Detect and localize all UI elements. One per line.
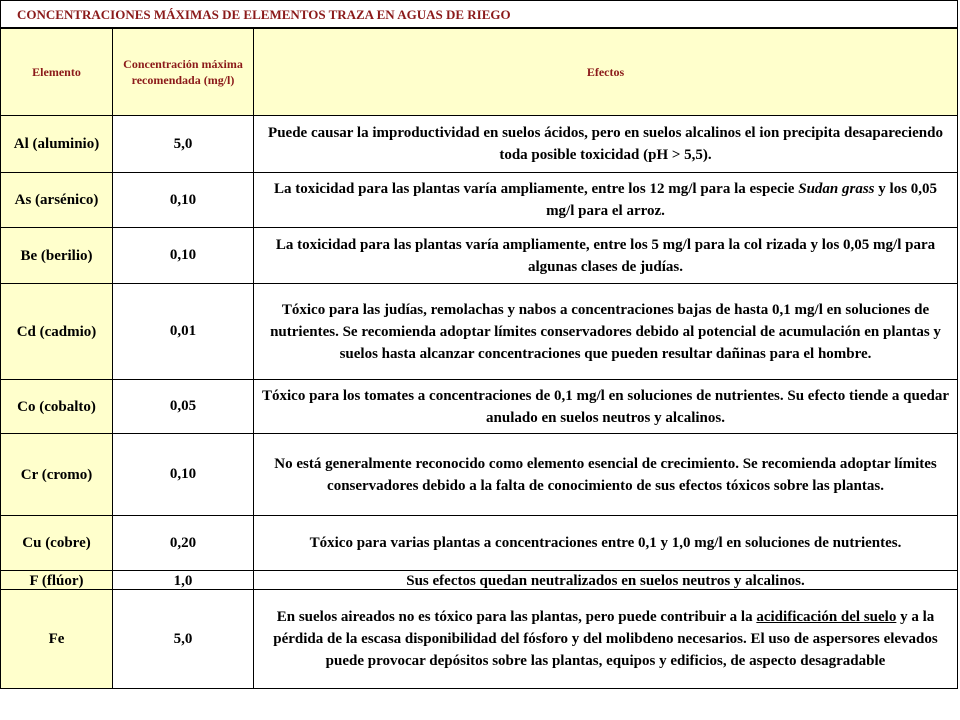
header-concentration: Concentración máxima recomendada (mg/l) (113, 29, 254, 116)
concentration-cell: 1,0 (113, 571, 254, 590)
concentration-cell: 5,0 (113, 116, 254, 173)
effects-cell: Tóxico para varias plantas a concentraciones entre 0,1 y 1,0 mg/l en soluciones de nutrientes. (254, 516, 958, 571)
concentration-cell: 0,10 (113, 434, 254, 516)
concentration-cell: 0,10 (113, 173, 254, 228)
effects-text: En suelos aireados no es tóxico para las plantas, pero puede contribuir a la (276, 609, 757, 625)
table-row (1, 228, 958, 284)
table-row (1, 284, 958, 380)
effects-cell: Tóxico para las judías, remolachas y nabos a concentraciones bajas de hasta 0,1 mg/l en soluciones de nutrientes. Se recomienda adoptar límites conservadores debido al potencial de acumulación en plantas y suelos hasta alcanzar concentraciones que pueden resultar dañinas para el hombre. (254, 284, 958, 380)
element-cell: Fe (1, 590, 113, 689)
element-cell: Be (berilio) (1, 228, 113, 284)
element-cell: Cu (cobre) (1, 516, 113, 571)
table-row (1, 571, 958, 590)
table-row (1, 116, 958, 173)
element-cell: As (arsénico) (1, 173, 113, 228)
concentration-cell: 0,01 (113, 284, 254, 380)
effects-cell: No está generalmente reconocido como elemento esencial de crecimiento. Se recomienda adoptar límites conservadores debido a la falta de conocimiento de sus efectos tóxicos sobre las plantas. (254, 434, 958, 516)
element-cell: F (flúor) (1, 571, 113, 590)
element-cell: Cr (cromo) (1, 434, 113, 516)
concentration-cell: 0,20 (113, 516, 254, 571)
table-row (1, 173, 958, 228)
element-cell: Cd (cadmio) (1, 284, 113, 380)
effects-text: y a la pérdida de la escasa disponibilidad del fósforo y del molibdeno necesarios. El uso de aspersores elevados puede provocar depósitos sobre las plantas, equipos y edificios, de aspecto desagradable (273, 609, 938, 669)
table-row (1, 434, 958, 516)
effects-cell: Puede causar la improductividad en suelos ácidos, pero en suelos alcalinos el ion precipita desapareciendo toda posible toxicidad (pH > 5,5). (254, 116, 958, 173)
table-row (1, 590, 958, 689)
effects-species-name: Sudan grass (798, 181, 875, 197)
header-element: Elemento (1, 29, 113, 116)
header-row (1, 29, 958, 116)
table-row (1, 380, 958, 434)
effects-text: La toxicidad para las plantas varía ampliamente, entre los 12 mg/l para la especie (273, 181, 799, 197)
concentration-cell: 0,10 (113, 228, 254, 284)
effects-cell: Sus efectos quedan neutralizados en suelos neutros y alcalinos. (254, 571, 958, 590)
effects-cell (254, 173, 958, 228)
trace-elements-table (0, 28, 958, 689)
element-cell: Co (cobalto) (1, 380, 113, 434)
table-row (1, 516, 958, 571)
concentration-cell: 5,0 (113, 590, 254, 689)
effects-text: y los 0,05 mg/l para el arroz. (546, 181, 938, 219)
effects-cell (254, 590, 958, 689)
effects-cell: La toxicidad para las plantas varía ampliamente, entre los 5 mg/l para la col rizada y los 0,05 mg/l para algunas clases de judías. (254, 228, 958, 284)
effects-cell: Tóxico para los tomates a concentraciones de 0,1 mg/l en soluciones de nutrientes. Su efecto tiende a quedar anulado en suelos neutros y alcalinos. (254, 380, 958, 434)
table-title: CONCENTRACIONES MÁXIMAS DE ELEMENTOS TRAZA EN AGUAS DE RIEGO (0, 0, 958, 28)
header-effects: Efectos (254, 29, 958, 116)
effects-underlined-term: acidificación del suelo (756, 609, 897, 625)
concentration-cell: 0,05 (113, 380, 254, 434)
element-cell: Al (aluminio) (1, 116, 113, 173)
